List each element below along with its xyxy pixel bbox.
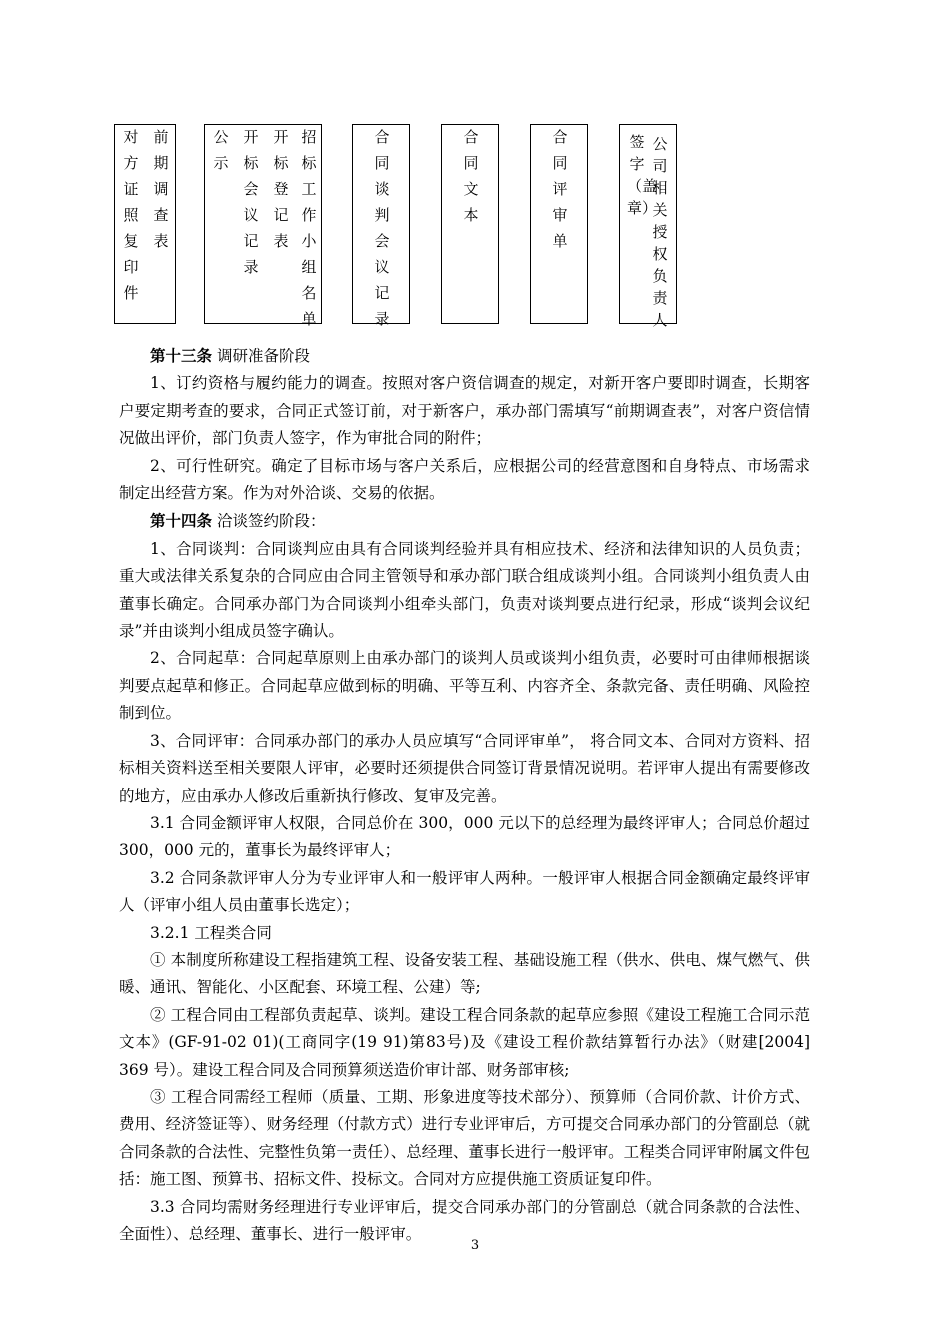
article-title: 调研准备阶段 <box>212 347 310 365</box>
box-column-text: 招标工作小组名单 <box>301 128 317 328</box>
box-column-text: 合同文本 <box>463 128 479 224</box>
document-box-review-form <box>530 124 588 324</box>
paragraph: 3.2 合同条款评审人分为专业评审人和一般评审人两种。一般评审人根据合同金额确定最终评审人（评审小组人员由董事长选定）； <box>119 868 810 915</box>
page-number: 3 <box>470 1238 480 1253</box>
paragraph: 2、合同起草：合同起草原则上由承办部门的谈判人员或谈判小组负责，必要时可由律师根据谈判要点起草和修正。合同起草应做到标的明确、平等互利、内容齐全、条款完备、责任明确、风险控制到位。 <box>119 649 810 723</box>
paragraph: 1、订约资格与履约能力的调查。按照对客户资信调查的规定，对新开客户要即时调查，长期客户要定期考查的要求，合同正式签订前，对于新客户，承办部门需填写“前期调查表”，对客户资信情况做出评价，部门负责人签字，作为审批合同的附件； <box>119 374 810 448</box>
box-column-text: 对方证照复印件 <box>123 128 139 302</box>
document-box-survey <box>114 124 176 324</box>
article-number: 第十三条 <box>150 346 213 365</box>
box-column-text: 开标会议记录 <box>243 128 259 276</box>
paragraph: 3.3 合同均需财务经理进行专业评审后，提交合同承办部门的分管副总（就合同条款的合法性、全面性）、总经理、董事长、进行一般评审。 <box>119 1197 810 1243</box>
paragraph: ① 本制度所称建设工程指建筑工程、设备安装工程、基础设施工程（供水、供电、煤气燃气、供暖、通讯、智能化、小区配套、环境工程、公建）等; <box>119 950 810 997</box>
box-column-text: 前期调查表 <box>153 128 169 250</box>
box-column-text: 公司相关授权负责人 <box>652 135 668 329</box>
box-column-text: 签字（盖章） <box>627 133 658 217</box>
box-column-text: 开标登记表 <box>273 128 289 250</box>
article-13-heading <box>119 342 810 370</box>
document-box-negotiation-record <box>352 124 410 328</box>
paragraph: 3.1 合同金额评审人权限，合同总价在 300，000 元以下的总经理为最终评审人；合同总价超过 300，000 元的，董事长为最终评审人； <box>119 813 810 860</box>
paragraph: 1、合同谈判：合同谈判应由具有合同谈判经验并具有相应技术、经济和法律知识的人员负责；重大或法律关系复杂的合同应由合同主管领导和承办部门联合组成谈判小组。合同谈判小组负责人由董事长确定。合同承办部门为合同谈判小组牵头部门，负责对谈判要点进行纪录，形成“谈判会议纪录”并由谈判小组成员签字确认。 <box>119 539 810 641</box>
paragraph: 2、可行性研究。确定了目标市场与客户关系后，应根据公司的经营意图和自身特点、市场需求制定出经营方案。作为对外洽谈、交易的依据。 <box>119 456 810 503</box>
box-column-text: 公示 <box>213 128 229 172</box>
paragraph: ② 工程合同由工程部负责起草、谈判。建设工程合同条款的起草应参照《建设工程施工合同示范文本》(GF-91-02 01)(工商同字(19 91)第83号)及《建设工程价款结算暂行办法》（财建[2004] 369 号）。建设工程合同及合同预算须送造价审计部、财务部审核; <box>119 1005 810 1079</box>
paragraph: 3、合同评审：合同承办部门的承办人员应填写“合同评审单”， 将合同文本、合同对方资料、招标相关资料送至相关要限人评审，必要时还须提供合同签订背景情况说明。若评审人提出有需要修改的地方，应由承办人修改后重新执行修改、复审及完善。 <box>119 731 810 805</box>
article-14-heading <box>119 507 810 535</box>
article-title: 洽谈签约阶段： <box>212 512 326 531</box>
paragraph: 3.2.1 工程类合同 <box>150 923 272 942</box>
box-column-text: 合同评审单 <box>552 128 568 250</box>
document-box-contract-text <box>441 124 499 324</box>
document-body <box>119 342 810 1248</box>
box-column-text: 合同谈判会议记录 <box>374 128 390 328</box>
paragraph: ③ 工程合同需经工程师（质量、工期、形象进度等技术部分）、预算师（合同价款、计价方式、费用、经济签证等）、财务经理（付款方式）进行专业评审后，方可提交合同承办部门的分管副总（就合同条款的合法性、完整性负第一责任）、总经理、董事长进行一般评审。工程类合同评审附属文件包括：施工图、预算书、招标文件、投标文。合同对方应提供施工资质证复印件。 <box>119 1087 810 1189</box>
document-box-tender <box>204 124 322 328</box>
article-number: 第十四条 <box>150 511 213 531</box>
document-box-signature <box>619 124 677 329</box>
